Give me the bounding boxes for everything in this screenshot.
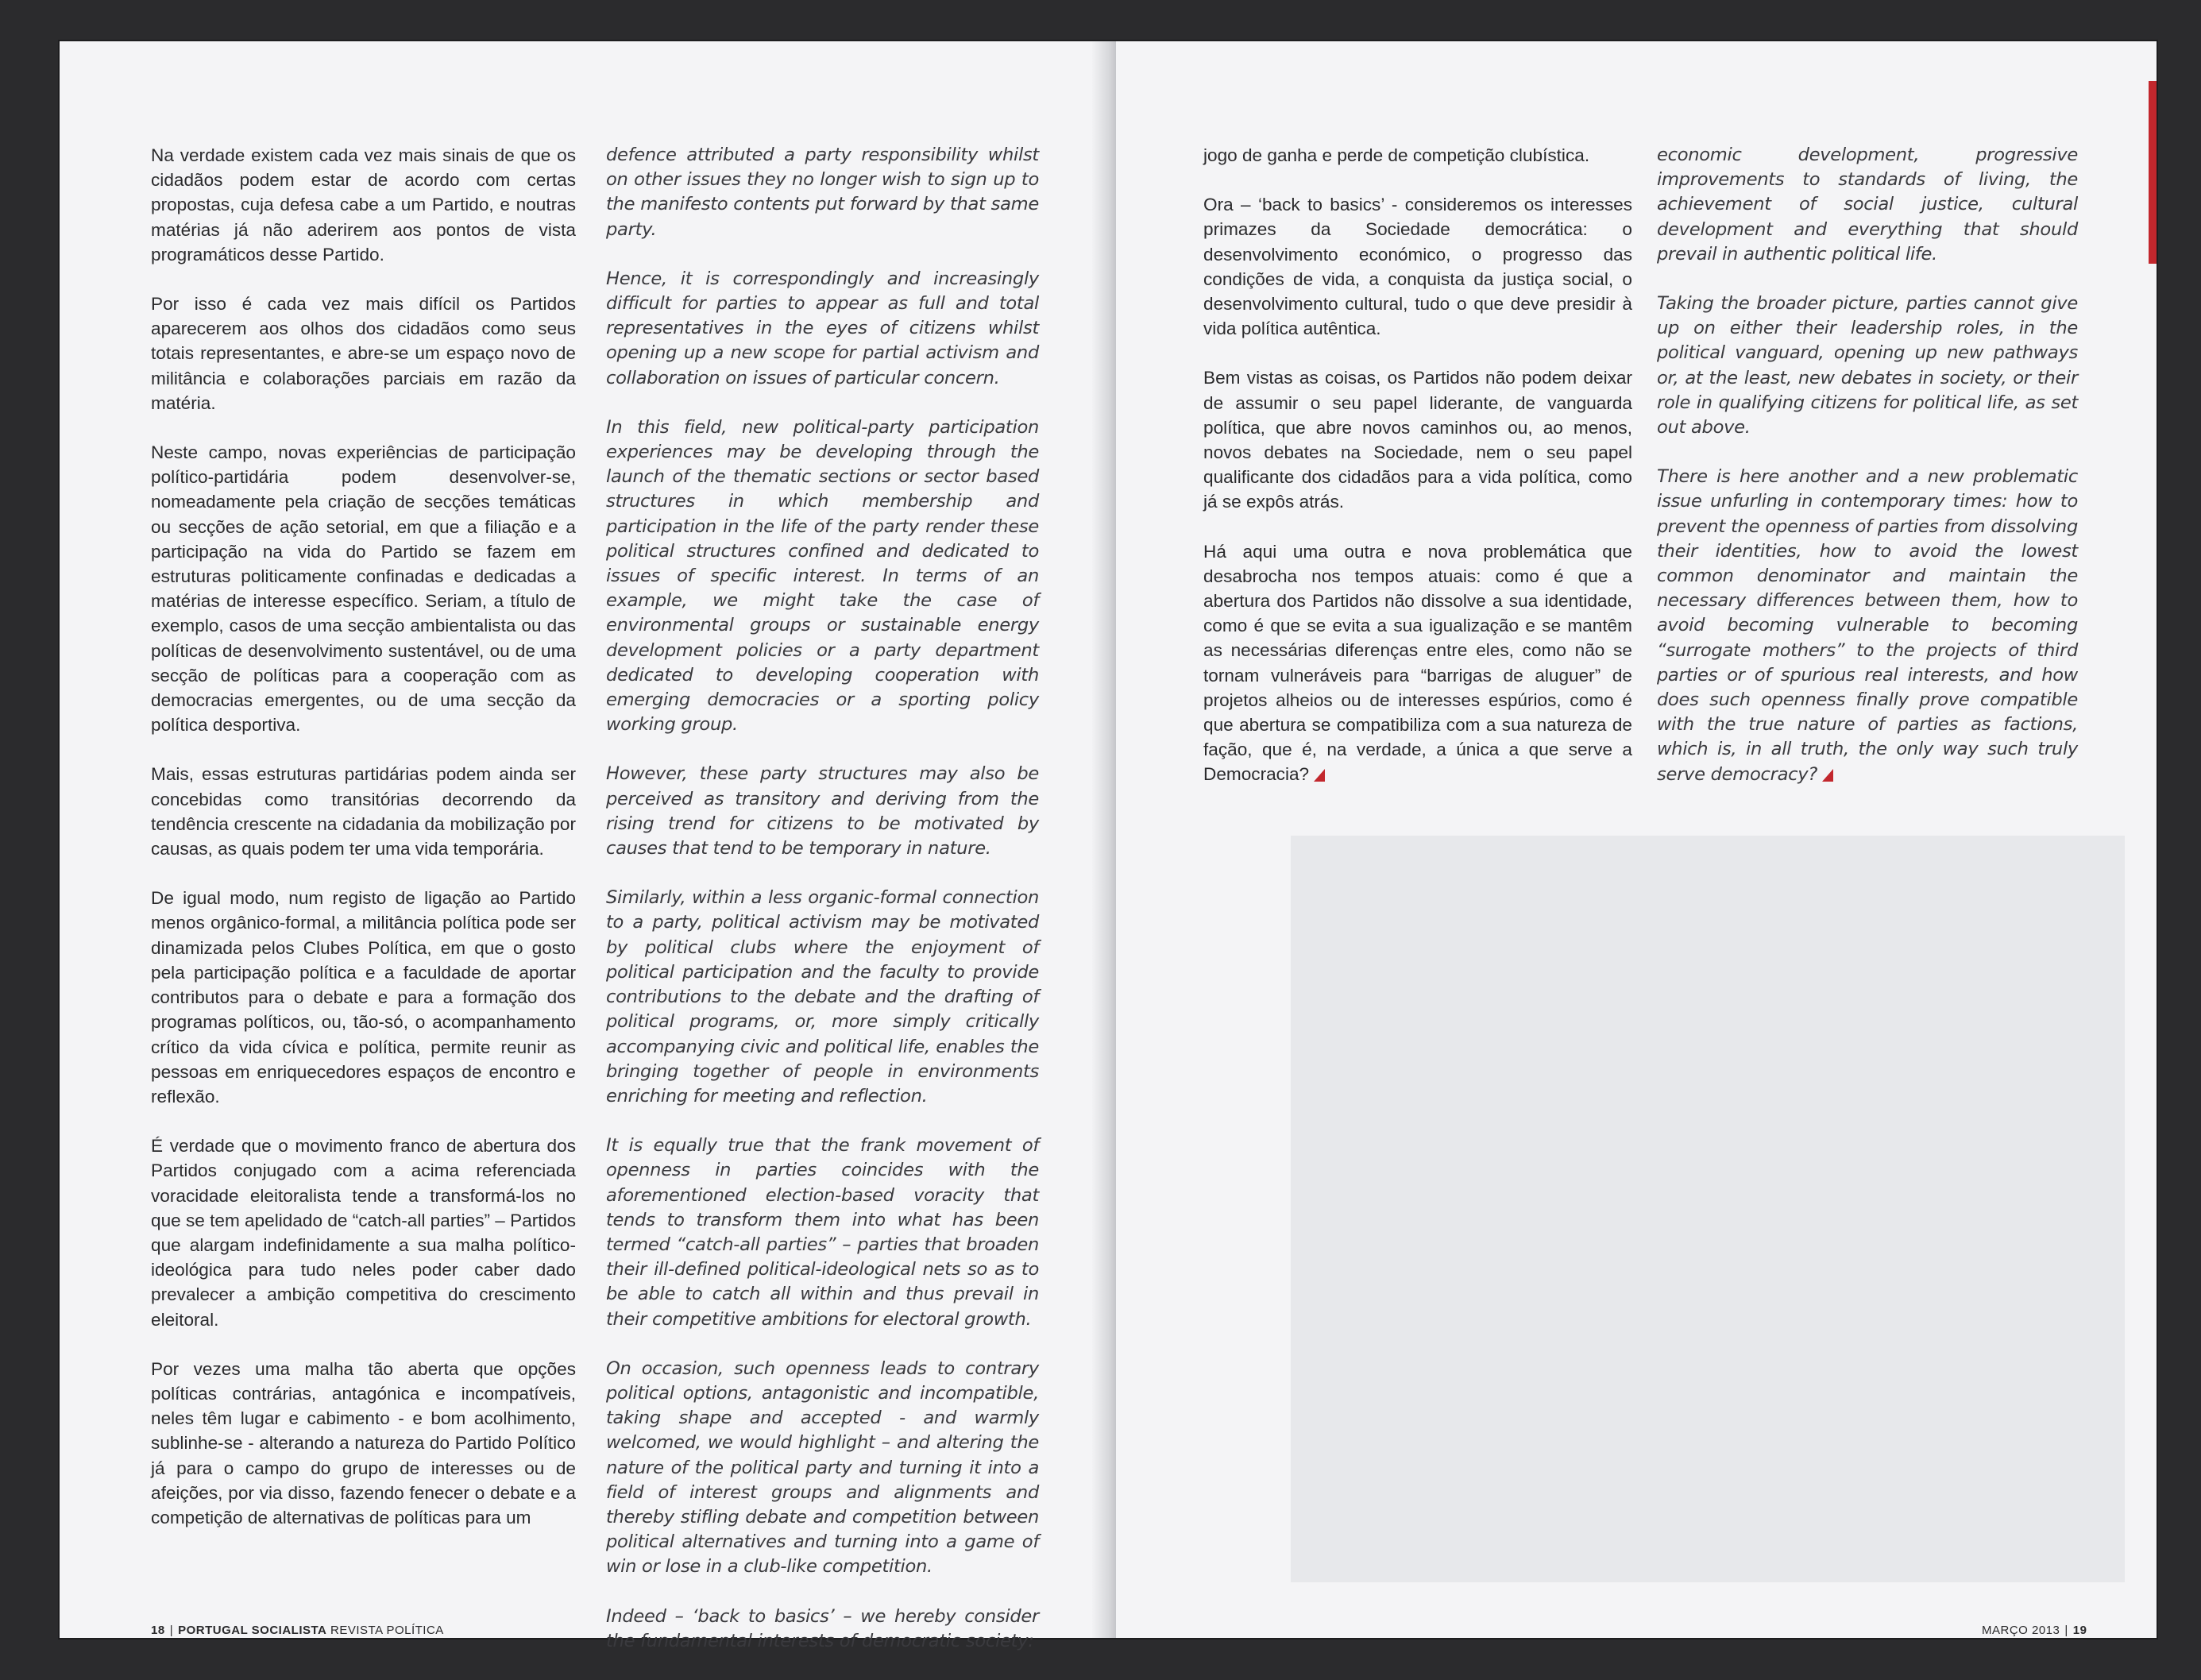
paragraph: Ora – ‘back to basics’ - consideremos os interesses primazes da Sociedade democrática: o desenvolvimento económico, o progresso das condições de vida, a conquista da justiça social, o desenvolvimento cultural, tudo o que deve presidir à vida política autêntica. — [1203, 195, 1632, 339]
right-column-english — [1657, 143, 2078, 812]
paragraph: Indeed – ‘back to basics’ – we hereby consider the fundamental interests of democratic society: — [606, 1605, 1039, 1651]
section-name: REVISTA POLÍTICA — [330, 1624, 444, 1637]
paragraph: In this field, new political-party participation experiences may be developing through the launch of the thematic sections or sector based structures in which membership and participation in the life of the party render these political structures confined and dedicated to issues of specific interest. In terms of an example, we might take the case of environmental groups or sustainable energy development policies or a party department dedicated to developing cooperation with emerging democracies or a sporting policy working group. — [606, 416, 1039, 736]
end-of-article-marker-icon — [1314, 769, 1325, 782]
paragraph: On occasion, such openness leads to contrary political options, antagonistic and incompatible, taking shape and accepted - and warmly welcomed, we would highlight – and altering the nature of the political party and turning it into a field of interest groups and alignments and thereby stifling debate and competition between political alternatives and turning into a game of win or lose in a club-like competition. — [606, 1358, 1039, 1578]
paragraph: defence attributed a party responsibility whilst on other issues they no longer wish to sign up to the manifesto contents put forward by that same party. — [606, 145, 1039, 240]
paragraph-text: Há aqui uma outra e nova problemática que desabrocha nos tempos atuais: como é que a abertura dos Partidos não dissolve a sua identidade, como é que se evita a sua igualização e se mantêm as necessárias diferenças entre eles, como não se tornam vulneráveis para “barrigas de aluguer” de projetos alheios ou de interesses espúrios, como é que abertura se compatibiliza com a sua natureza de fação, que é, na verdade, a única a que serve a Democracia? — [1203, 541, 1632, 785]
issue-date: MARÇO 2013 — [1982, 1624, 2060, 1637]
page-number: 18 — [151, 1624, 165, 1637]
paragraph: Neste campo, novas experiências de participação político-partidária podem desenvolver-se, nomeadamente pela criação de secções temáticas ou secções de ação setorial, em que a filiação e a participação na vida do Partido se fazem em estruturas politicamente confinadas e dedicadas a matérias de interesse específico. Seriam, a título de exemplo, casos de uma secção ambientalista ou das políticas de desenvolvimento sustentável, ou de uma secção de políticas para a cooperação com as democracias emergentes, ou de uma secção da política desportiva. — [151, 442, 576, 736]
paragraph: jogo de ganha e perde de competição clubística. — [1203, 145, 1590, 165]
show-through-area — [1291, 836, 2125, 1582]
paragraph — [1657, 465, 2078, 787]
page-number: 19 — [2072, 1624, 2087, 1637]
red-page-edge — [2149, 81, 2157, 264]
paragraph: De igual modo, num registo de ligação ao Partido menos orgânico-formal, a militância política pode ser dinamizada pelos Clubes Política, em que o gosto pela participação política e a faculdade de aportar contributos para o debate e para a formação dos programas políticos, ou, tão-só, o acompanhamento crítico da vida cívica e política, permite reunir as pessoas em enriquecedores espaços de encontro e reflexão. — [151, 888, 576, 1106]
paragraph: É verdade que o movimento franco de abertura dos Partidos conjugado com a acima referenciada voracidade eleitoralista tende a transformá-los no que se tem apelidado de “catch-all parties” – Partidos que alargam indefinidamente a sua malha político-ideológica para tudo neles poder caber dado prevalecer a ambição competitiva do crescimento eleitoral. — [151, 1136, 577, 1330]
paragraph: economic development, progressive improvements to standards of living, the achievement of social justice, cultural development and everything that should prevail in authentic political life. — [1657, 145, 2078, 265]
magazine-spread — [60, 41, 2157, 1651]
paragraph: Hence, it is correspondingly and increasingly difficult for parties to appear as full and total representatives in the eyes of citizens whilst opening up a new scope for partial activism and collaboration on issues of particular concern. — [606, 268, 1039, 388]
paragraph: Na verdade existem cada vez mais sinais de que os cidadãos podem estar de acordo com certas propostas, cuja defesa cabe a um Partido, e noutras matérias já não aderirem aos pontos de vista programáticos desse Partido. — [151, 145, 576, 265]
paragraph: Por isso é cada vez mais difícil os Partidos aparecerem aos olhos dos cidadãos como seus totais representantes, e abre-se um espaço novo de militância e colaborações parciais em razão da matéria. — [151, 294, 576, 413]
publication-name: PORTUGAL SOCIALISTA — [178, 1624, 327, 1637]
paragraph — [1203, 539, 1632, 787]
left-page — [60, 41, 1108, 1651]
paragraph: However, these party structures may also be perceived as transitory and deriving from the rising trend for citizens to be motivated by causes that tend to be temporary in nature. — [606, 763, 1039, 859]
paragraph: Similarly, within a less organic-formal connection to a party, political activism may be motivated by political clubs where the enjoyment of political participation and the faculty to provide contributions to the debate and the drafting of political programs, or, more simply critically accompanying civic and political life, enables the bringing together of people in environments enriching for meeting and reflection. — [606, 887, 1039, 1106]
end-of-article-marker-icon — [1822, 769, 1833, 782]
left-column-english — [606, 143, 1039, 1678]
paragraph: It is equally true that the frank movement of openness in parties coincides with the aforementioned election-based voracity that tends to transform them into what has been termed “catch-all parties” – parties that broaden their ill-defined political-ideological nets so as to be able to catch all within and thus prevail in their competitive ambitions for electoral growth. — [606, 1135, 1039, 1330]
paragraph: Bem vistas as coisas, os Partidos não podem deixar de assumir o seu papel liderante, de vanguarda política, que abre novos caminhos ou, ao menos, novos debates na Sociedade, nem o seu papel qualificante dos cidadãos para a vida política, como já se expôs atrás. — [1203, 368, 1632, 512]
paragraph-text: There is here another and a new problematic issue unfurling in contemporary times: how to prevent the openness of parties from dissolving their identities, how to avoid the lowest common denominator and maintain the necessary differences between them, how to avoid becoming vulnerable to becoming “surrogate mothers” to the projects of third parties or of spurious real interests, and how does such openness finally prove compatible with the true nature of parties as factions, which is, in all truth, the only way such truly serve democracy? — [1657, 466, 2078, 785]
right-column-portuguese — [1203, 143, 1632, 812]
paragraph: Mais, essas estruturas partidárias podem ainda ser concebidas como transitórias decorrendo da tendência crescente na cidadania da mobilização por causas, as quais podem ter uma vida temporária. — [151, 764, 576, 859]
paragraph: Por vezes uma malha tão aberta que opções políticas contrárias, antagónica e incompatíveis, neles têm lugar e cabimento - e bom acolhimento, sublinhe-se - alterando a natureza do Partido Político já para o campo do grupo de interesses ou de afeições, por via disso, fazendo fenecer o debate e a competição de alternativas de políticas para um — [151, 1358, 576, 1527]
right-folio: MARÇO 2013 | 19 — [1982, 1624, 2087, 1637]
paragraph: Taking the broader picture, parties cannot give up on either their leadership roles, in the political vanguard, opening up new pathways or, at the least, new debates in society, or their role in qualifying citizens for political life, as set out above. — [1657, 293, 2078, 438]
left-column-portuguese — [151, 143, 576, 1554]
left-folio: 18 | PORTUGAL SOCIALISTA REVISTA POLÍTICA — [151, 1624, 444, 1637]
